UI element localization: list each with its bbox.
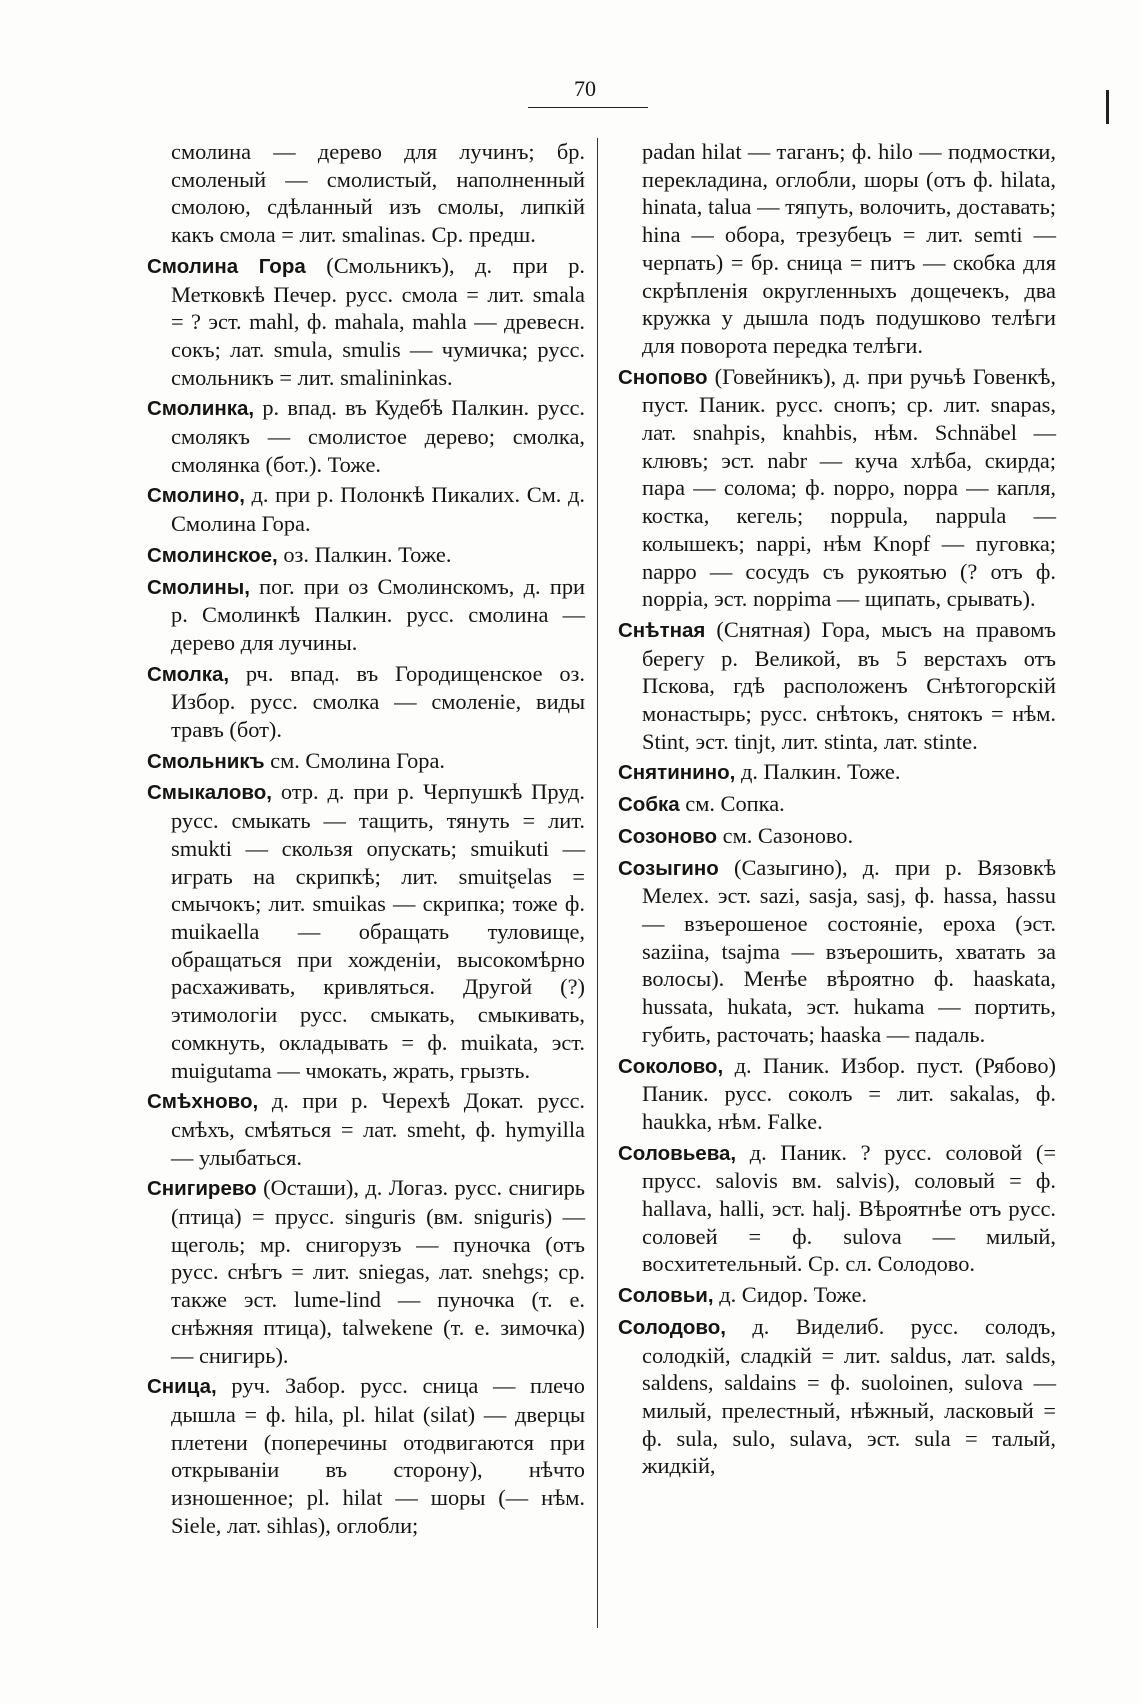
entry-text: см. Сопка. <box>679 791 785 817</box>
entry-headword: Смольникъ <box>147 749 265 773</box>
entry-headword: Собка <box>618 793 680 817</box>
dictionary-entry <box>147 1174 585 1369</box>
entry-headword: Смолино, <box>147 484 245 508</box>
entry-text: смолина — дерево для лучинъ; бр. смоленый — смолистый, наполненный смолою, сдѣланный изъ смолы, липкій какъ смола = лит. smalinas. Ср. предш. <box>171 139 585 248</box>
entry-headword: Смыкалово, <box>147 781 272 805</box>
entry-text: отр. д. при р. Черпушкѣ Пруд. русс. смыкать — тащить, тянуть = лит. smukti — скользя опускать; smuikuti — играть на скрипкѣ; лит. smuitʂelas = смычокъ; лит. smuikas — скрипка; тоже ф. muikaella — обращать туловище, обращаться при хожденіи, высокомѣрно расхаживать, кривляться. Другой (?) этимологіи русс. смыкать, смыкивать, сомкнуть, окладывать = ф. muikata, эст. muigutama — чмокать, жрать, грызть. <box>171 779 585 1083</box>
entry-text: (Сазыгино), д. при р. Вязовкѣ Мелех. эст. sazi, sasja, sasj, ф. hassa, hassu — взъерошеное состояніе, ероха (эст. saziina, tsajma — взъерошить, хватать за волосы). Менѣе вѣроятно ф. haaskata, hussata, hukata, эст. hukama — портить, губить, расточать; haaska — падаль. <box>642 854 1056 1047</box>
dictionary-entry <box>618 1313 1056 1480</box>
entry-text: см. Смолина Гора. <box>264 747 446 773</box>
entry-text: padan hilat — таганъ; ф. hilo — подмостки, перекладина, оглобли, шоры (отъ ф. hilata, hinata, talua — тяпуть, волочить, доставать; hina — обора, трезубецъ = лит. semti — черпать) = бр. сница = питъ — скобка для скрѣпленія округленныхъ дощечекъ, два кружка у дышла подъ подушково телѣги для поворота передка телѣги. <box>642 139 1056 358</box>
dictionary-entry <box>147 573 585 657</box>
right-column <box>618 138 1056 1483</box>
entry-text: д. Виделиб. русс. солодъ, солодкій, сладкій = лит. saldus, лат. salds, saldens, saldains = ф. suoloinen, sulova — милый, прелестный, нѣжный, ласковый = ф. sula, sulo, sulava, эст. sula = талый, жидкій, <box>642 1313 1056 1479</box>
entry-text: д. при р. Полонкѣ Пикалих. См. д. Смолина Гора. <box>171 482 585 537</box>
dictionary-entry <box>618 822 1056 851</box>
dictionary-entry <box>618 1052 1056 1136</box>
entry-headword: Снѣтная <box>618 618 706 642</box>
entry-text: (Осташи), д. Логаз. русс. снигирь (птица) = прусс. singuris (вм. sniguris) — щеголь; мр. снигорузъ — пуночка (отъ русс. снѣгъ = лит. sniegas, лат. snehgs; ср. также эст. lume-lind — пуночка (т. е. снѣжняя птица), talwekene (т. е. зимочка) — снигирь). <box>171 1175 585 1368</box>
entry-text: (Снятная) Гора, мысъ на правомъ берегу р. Великой, въ 5 верстахъ отъ Пскова, гдѣ расположенъ Снѣтогорскій монастырь; русс. снѣтокъ, снятокъ = нѣм. Stint, эст. tinjt, лит. stinta, лат. stinte. <box>642 616 1056 754</box>
entry-headword: Солодово, <box>618 1315 726 1339</box>
entry-text: (Говейникъ), д. при ручьѣ Говенкѣ, пуст. Паник. русс. снопъ; ср. лит. snapas, лат. snahpis, knahbis, нѣм. Schnäbel — клювъ; эст. nabr — куча хлѣба, скирда; пара — солома; ф. noppo, noppa — капля, костка, кегель; noppula, nappula — колышекъ; nappi, нѣм Knopf — пуговка; nappo — сосудъ съ рукоятью (? отъ ф. noppia, эст. noppima — щипать, срывать). <box>642 363 1056 612</box>
entry-headword: Смолина Гора <box>147 254 306 278</box>
entry-headword: Смолинское, <box>147 543 278 567</box>
entry-headword: Смолины, <box>147 575 250 599</box>
entry-headword: Созыгино <box>618 856 719 880</box>
dictionary-entry <box>147 138 585 249</box>
entry-headword: Созоново <box>618 824 718 848</box>
entry-headword: Снопово <box>618 365 708 389</box>
entry-headword: Смолинка, <box>147 397 255 421</box>
entry-text: (Смольникъ), д. при р. Метковкѣ Печер. русс. смола = лит. smala = ? эст. mahl, ф. mahala, mahla — древесн. сокъ; лат. smula, smulis — чумичка; русс. смольникъ = лит. smalininkas. <box>171 252 585 390</box>
entry-text: д. Сидор. Тоже. <box>713 1282 868 1308</box>
entry-headword: Соколово, <box>618 1054 724 1078</box>
dictionary-entry <box>618 138 1056 360</box>
left-column <box>147 138 585 1542</box>
column-divider <box>597 138 598 1628</box>
entry-text: руч. Забор. русс. сница — плечо дышла = ф. hila, pl. hilat (silat) — дверцы плетени (поперечины отодвигаются при открываніи въ сторону), нѣчто изношенное; pl. hilat — шоры (— нѣм. Siele, лат. sihlas), оглобли; <box>171 1373 585 1538</box>
page-number: 70 <box>574 76 596 101</box>
entry-headword: Смолка, <box>147 662 230 686</box>
dictionary-entry <box>147 394 585 478</box>
entry-text: рч. впад. въ Городищенское оз. Избор. русс. смолка — смоленіе, виды травъ (бот). <box>171 660 585 743</box>
dictionary-entry <box>147 747 585 776</box>
margin-mark <box>1106 90 1109 124</box>
dictionary-entry <box>618 363 1056 613</box>
dictionary-entry <box>147 252 585 392</box>
entry-headword: Соловьи, <box>618 1284 714 1308</box>
page-number-rule <box>528 107 648 108</box>
entry-headword: Сница, <box>147 1375 217 1399</box>
dictionary-entry <box>618 758 1056 787</box>
entry-text: см. Сазоново. <box>717 822 854 848</box>
entry-headword: Снятинино, <box>618 761 736 785</box>
dictionary-entry <box>618 1281 1056 1310</box>
entry-headword: Смѣхново, <box>147 1090 259 1114</box>
dictionary-entry <box>618 854 1056 1049</box>
dictionary-entry <box>147 778 585 1084</box>
dictionary-entry <box>618 790 1056 819</box>
entry-text: д. Паник. Избор. пуст. (Рябово) Паник. русс. соколъ = лит. sakalas, ф. haukka, нѣм. Falke. <box>642 1052 1056 1134</box>
entry-text: р. впад. въ Кудебѣ Палкин. русс. смолякъ — смолистое дерево; смолка, смолянка (бот.). Тоже. <box>171 395 585 477</box>
dictionary-entry <box>147 1372 585 1539</box>
dictionary-entry <box>618 616 1056 756</box>
entry-headword: Соловьева, <box>618 1141 737 1165</box>
entry-text: д. Палкин. Тоже. <box>735 759 901 785</box>
entry-headword: Снигирево <box>147 1177 257 1201</box>
dictionary-entry <box>147 1087 585 1171</box>
entry-text: д. при р. Черехѣ Докат. русс. смѣхъ, смѣяться = лат. smeht, ф. hymyilla — улыбаться. <box>171 1088 585 1170</box>
entry-text: оз. Палкин. Тоже. <box>277 541 452 567</box>
dictionary-entry <box>147 541 585 570</box>
dictionary-entry <box>618 1139 1056 1279</box>
entry-text: д. Паник. ? русс. соловой (= прусс. salovis вм. salvis), соловый = ф. hallava, halli, эст. halj. Вѣроятнѣе отъ русс. соловей = ф. sulova — милый, восхитетельный. Ср. сл. Солодово. <box>642 1139 1056 1277</box>
dictionary-entry <box>147 660 585 744</box>
dictionary-entry <box>147 481 585 537</box>
entry-text: пог. при оз Смолинскомъ, д. при р. Смолинкѣ Палкин. русс. смолина — дерево для лучины. <box>171 573 585 655</box>
